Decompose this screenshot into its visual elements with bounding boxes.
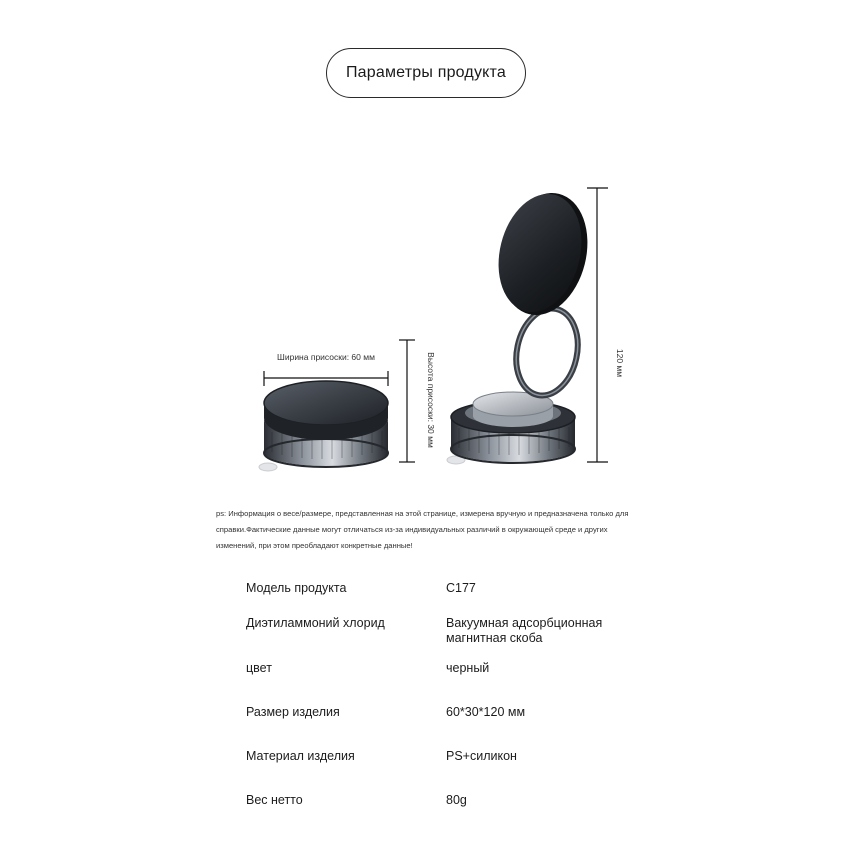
page-title: Параметры продукта — [326, 48, 526, 98]
spec-label: Материал изделия — [246, 749, 355, 763]
spec-label: Вес нетто — [246, 793, 303, 807]
spec-value: 80g — [446, 793, 467, 807]
spec-value: 60*30*120 мм — [446, 705, 526, 719]
spec-label: Размер изделия — [246, 705, 340, 719]
open-mount-image — [447, 184, 600, 464]
width-label: Ширина присоски: 60 мм — [277, 352, 375, 362]
closed-mount-image — [259, 381, 388, 471]
spec-label: Диэтиламмоний хлорид — [246, 616, 385, 630]
total-height-dimension — [587, 188, 625, 462]
height-label: Высота присоски: 30 мм — [426, 352, 436, 448]
spec-value: C177 — [446, 581, 476, 595]
spec-label: Модель продукта — [246, 581, 347, 595]
disclaimer-note: ps: Информация о весе/размере, представленная на этой странице, измерена вручную и предназначена только для справки.Фактические данные могут отличаться из-за индивидуальных различий в окружающей среде и других изменений, при этом преобладают конкретные данные! — [216, 509, 629, 550]
spec-value: Вакуумная адсорбционная магнитная скоба — [446, 616, 603, 645]
spec-value: PS+силикон — [446, 749, 517, 763]
spec-value: черный — [446, 661, 490, 675]
total-height-label: 120 мм — [615, 348, 625, 378]
spec-label: цвет — [246, 661, 272, 675]
height-dimension — [399, 340, 436, 462]
